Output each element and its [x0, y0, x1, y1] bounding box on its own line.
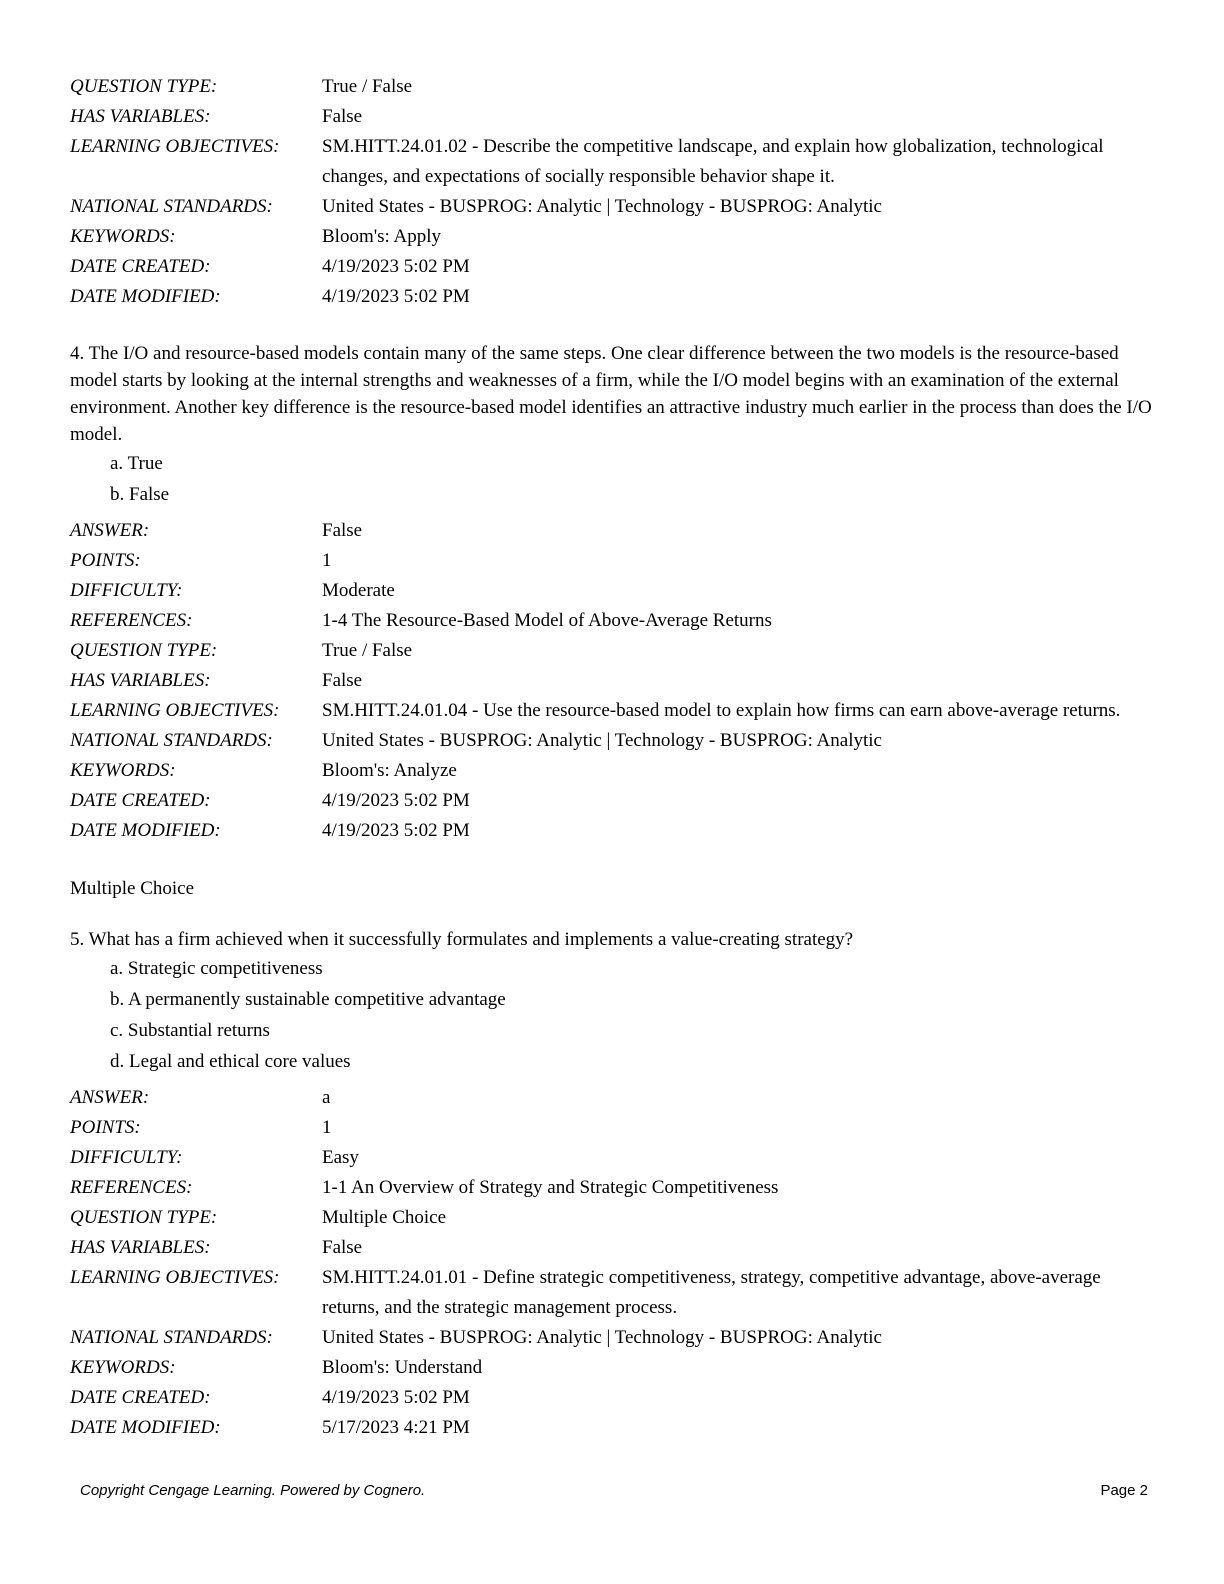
meta-row-has-variables: [70, 1233, 1160, 1263]
meta-label: NATIONAL STANDARDS:: [70, 730, 273, 751]
meta-row-date-modified: [70, 816, 1160, 846]
meta-value: False: [322, 520, 363, 541]
meta-row-learning-objectives: [70, 696, 1160, 726]
meta-value: United States - BUSPROG: Analytic | Technology - BUSPROG: Analytic: [322, 730, 882, 751]
meta-value: 4/19/2023 5:02 PM: [322, 286, 470, 307]
meta-value: 4/19/2023 5:02 PM: [322, 1387, 470, 1408]
meta-label: LEARNING OBJECTIVES:: [70, 1267, 280, 1288]
meta-row-difficulty: [70, 1143, 1160, 1173]
meta-label: KEYWORDS:: [70, 1357, 176, 1378]
meta-value: SM.HITT.24.01.04 - Use the resource-based model to explain how firms can earn above-average returns.: [322, 700, 1121, 721]
question-4-text: 4. The I/O and resource-based models contain many of the same steps. One clear difference between the two models is the resource-based model starts by looking at the internal strengths and weaknesses of a firm, while the I/O model begins with an examination of the external environment. Another key difference is the resource-based model identifies an attractive industry much earlier in the process than does the I/O model.: [70, 343, 1152, 445]
meta-value: 5/17/2023 4:21 PM: [322, 1417, 470, 1438]
footer-copyright: Copyright Cengage Learning. Powered by Cognero.: [80, 1482, 426, 1499]
meta-row-keywords: [70, 1353, 1160, 1383]
meta-row-has-variables: [70, 666, 1160, 696]
meta-row-national-standards: [70, 1323, 1160, 1353]
answer-option-c: c. Substantial returns: [110, 1020, 270, 1041]
meta-label: ANSWER:: [70, 1087, 150, 1108]
meta-row-points: [70, 546, 1160, 576]
meta-row-difficulty: [70, 576, 1160, 606]
answer-option-b: b. A permanently sustainable competitive advantage: [110, 989, 506, 1010]
meta-value: False: [322, 670, 363, 691]
meta-label: HAS VARIABLES:: [70, 106, 211, 127]
answer-option-a: a. True: [110, 453, 163, 474]
answer-option-b: b. False: [110, 484, 170, 505]
meta-value: 1: [322, 550, 332, 571]
meta-row-date-created: [70, 786, 1160, 816]
meta-row-national-standards: [70, 192, 1160, 222]
answer-option-d: d. Legal and ethical core values: [110, 1051, 351, 1072]
meta-label: REFERENCES:: [70, 610, 193, 631]
meta-row-learning-objectives: [70, 1263, 1160, 1323]
meta-row-answer: [70, 1083, 1160, 1113]
meta-value: Bloom's: Apply: [322, 226, 442, 247]
meta-value: False: [322, 106, 363, 127]
meta-label: HAS VARIABLES:: [70, 1237, 211, 1258]
meta-value: 1-4 The Resource-Based Model of Above-Average Returns: [322, 610, 772, 631]
meta-value: Bloom's: Understand: [322, 1357, 483, 1378]
answer-option-a: a. Strategic competitiveness: [110, 958, 323, 979]
meta-value: 4/19/2023 5:02 PM: [322, 790, 470, 811]
meta-label: DATE CREATED:: [70, 790, 211, 811]
meta-value: SM.HITT.24.01.01 - Define strategic competitiveness, strategy, competitive advantage, above-average returns, and the strategic management process.: [322, 1267, 1101, 1318]
meta-label: DIFFICULTY:: [70, 580, 183, 601]
meta-value: True / False: [322, 640, 413, 661]
meta-value: United States - BUSPROG: Analytic | Technology - BUSPROG: Analytic: [322, 196, 882, 217]
metadata-block-1: [70, 72, 1160, 312]
question-4-options: [110, 448, 1160, 510]
meta-value: 4/19/2023 5:02 PM: [322, 820, 470, 841]
meta-row-national-standards: [70, 726, 1160, 756]
meta-label: DATE MODIFIED:: [70, 1417, 221, 1438]
meta-value: Bloom's: Analyze: [322, 760, 457, 781]
question-5-text: 5. What has a firm achieved when it successfully formulates and implements a value-creating strategy?: [70, 929, 854, 950]
meta-value: Moderate: [322, 580, 395, 601]
footer-page-number: Page 2: [1100, 1482, 1148, 1499]
meta-value: a: [322, 1087, 331, 1108]
meta-value: Multiple Choice: [322, 1207, 447, 1228]
meta-label: POINTS:: [70, 1117, 141, 1138]
meta-label: NATIONAL STANDARDS:: [70, 1327, 273, 1348]
meta-label: DATE MODIFIED:: [70, 820, 221, 841]
meta-label: NATIONAL STANDARDS:: [70, 196, 273, 217]
meta-label: POINTS:: [70, 550, 141, 571]
meta-label: LEARNING OBJECTIVES:: [70, 136, 280, 157]
question-5-options: [110, 953, 1160, 1077]
metadata-block-2: [70, 516, 1160, 846]
meta-value: True / False: [322, 76, 413, 97]
meta-row-keywords: [70, 756, 1160, 786]
page-footer: [80, 1482, 1148, 1499]
meta-row-date-modified: [70, 282, 1160, 312]
meta-row-has-variables: [70, 102, 1160, 132]
meta-label: QUESTION TYPE:: [70, 76, 218, 97]
meta-label: HAS VARIABLES:: [70, 670, 211, 691]
meta-row-question-type: [70, 1203, 1160, 1233]
meta-row-points: [70, 1113, 1160, 1143]
meta-label: ANSWER:: [70, 520, 150, 541]
meta-label: DATE CREATED:: [70, 256, 211, 277]
meta-label: KEYWORDS:: [70, 226, 176, 247]
meta-value: 1-1 An Overview of Strategy and Strategic Competitiveness: [322, 1177, 779, 1198]
meta-label: DATE MODIFIED:: [70, 286, 221, 307]
meta-value: 1: [322, 1117, 332, 1138]
meta-label: QUESTION TYPE:: [70, 640, 218, 661]
meta-row-date-created: [70, 252, 1160, 282]
meta-label: LEARNING OBJECTIVES:: [70, 700, 280, 721]
meta-row-date-modified: [70, 1413, 1160, 1443]
meta-row-references: [70, 606, 1160, 636]
metadata-block-3: [70, 1083, 1160, 1443]
meta-value: False: [322, 1237, 363, 1258]
meta-value: SM.HITT.24.01.02 - Describe the competitive landscape, and explain how globalization, technological changes, and expectations of socially responsible behavior shape it.: [322, 136, 1104, 187]
meta-value: United States - BUSPROG: Analytic | Technology - BUSPROG: Analytic: [322, 1327, 882, 1348]
meta-label: DIFFICULTY:: [70, 1147, 183, 1168]
meta-row-question-type: [70, 636, 1160, 666]
meta-label: KEYWORDS:: [70, 760, 176, 781]
section-heading-multiple-choice: Multiple Choice: [70, 878, 195, 899]
meta-row-question-type: [70, 72, 1160, 102]
meta-row-keywords: [70, 222, 1160, 252]
meta-value: 4/19/2023 5:02 PM: [322, 256, 470, 277]
meta-row-answer: [70, 516, 1160, 546]
meta-row-date-created: [70, 1383, 1160, 1413]
meta-label: QUESTION TYPE:: [70, 1207, 218, 1228]
meta-row-learning-objectives: [70, 132, 1160, 192]
meta-value: Easy: [322, 1147, 359, 1168]
meta-row-references: [70, 1173, 1160, 1203]
meta-label: REFERENCES:: [70, 1177, 193, 1198]
meta-label: DATE CREATED:: [70, 1387, 211, 1408]
